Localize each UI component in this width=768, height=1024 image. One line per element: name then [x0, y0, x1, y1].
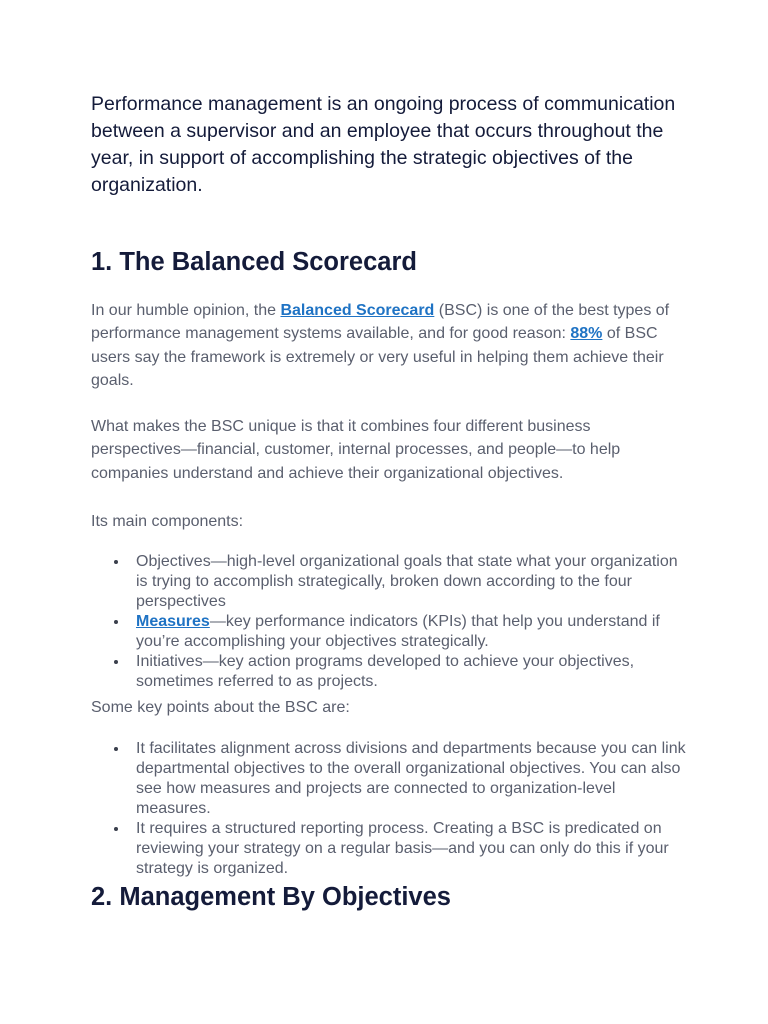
section-heading-balanced-scorecard: 1. The Balanced Scorecard [91, 248, 417, 276]
bsc-intro-paragraph [91, 299, 681, 392]
text-span: (BSC) is one of the best types of performance management systems available, and for good reason: [91, 302, 670, 343]
bsc-unique-paragraph: What makes the BSC unique is that it combines four different business perspectives—financial, customer, internal processes, and people—to help companies understand and achieve their organizational objectives. [91, 418, 621, 482]
list-item-text: Objectives—high-level organizational goals that state what your organization is trying to accomplish strategically, broken down according to the four perspectives [136, 553, 678, 610]
stat-88-link[interactable]: 88% [570, 325, 603, 343]
keypoints-list [91, 739, 691, 879]
components-intro: Its main components: [91, 513, 244, 530]
list-item-text: Initiatives—key action programs developed to achieve your objectives, sometimes referred to as projects. [136, 653, 635, 690]
text-span: In our humble opinion, the [91, 302, 281, 319]
section-heading-management-by-objectives: 2. Management By Objectives [91, 883, 451, 911]
list-item-text: It requires a structured reporting process. Creating a BSC is predicated on reviewing your strategy on a regular basis—and you can only do this if your strategy is organized. [136, 820, 669, 877]
list-item [91, 652, 691, 692]
list-item [91, 739, 691, 819]
components-list [91, 552, 691, 692]
list-item-text: It facilitates alignment across divisions and departments because you can link departmental objectives to the overall organizational objectives. You can also see how measures and projects are connected to organization-level measures. [136, 740, 686, 817]
keypoints-intro: Some key points about the BSC are: [91, 699, 350, 716]
list-item-text: —key performance indicators (KPIs) that help you understand if you’re accomplishing your objectives strategically. [136, 613, 660, 650]
balanced-scorecard-link[interactable]: Balanced Scorecard [280, 302, 435, 319]
text-span: of BSC users say the framework is extremely or very useful in helping them achieve their goals. [91, 325, 664, 389]
list-item [91, 612, 691, 652]
intro-paragraph: Performance management is an ongoing process of communication between a supervisor and an employee that occurs throughout the year, in support of accomplishing the strategic objectives of the organization. [91, 93, 676, 196]
measures-link[interactable]: Measures [136, 613, 210, 630]
list-item [91, 552, 691, 612]
list-item [91, 819, 691, 879]
